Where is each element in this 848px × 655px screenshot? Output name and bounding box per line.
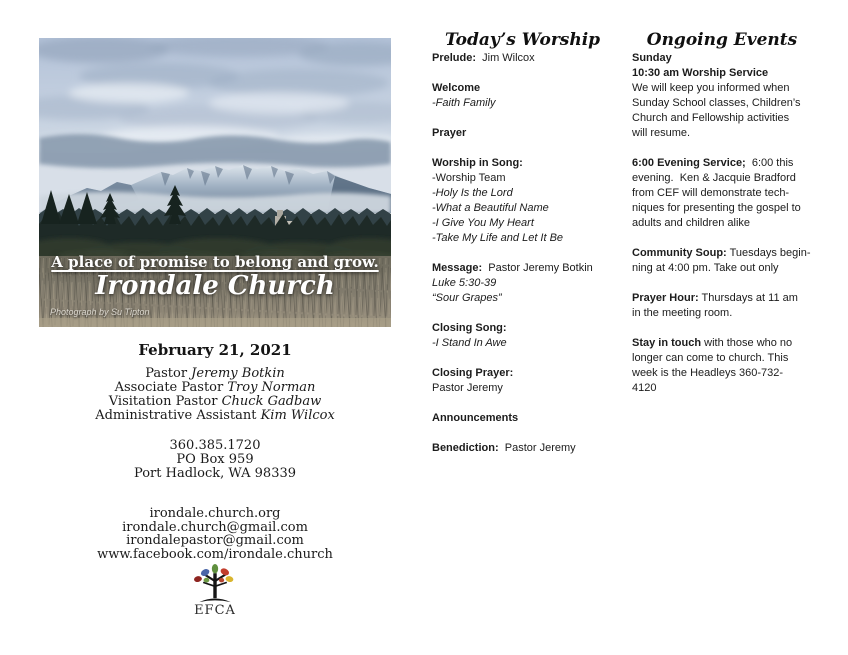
text-line: Luke 5:30-39 [432,277,497,289]
events-heading: Ongoing Events [646,30,798,50]
text-line: Pastor Jeremy [432,382,503,394]
blank-line [432,351,593,366]
text-line: Closing Prayer: [432,367,514,379]
text-line: Administrative Assistant Kim Wilcox [95,408,335,423]
text-line: -Worship Team [432,172,506,184]
text-line: irondale.church.org [149,506,281,521]
text-line: 4120 [632,382,657,394]
text-line: Worship in Song: [432,157,523,169]
text-line: We will keep you informed when [632,82,790,94]
text-line: week is the Headleys 360-732- [632,367,784,379]
text-line: PO Box 959 [176,452,254,467]
blank-line [432,111,593,126]
efca-label: EFCA [194,603,236,618]
text-line: longer can come to church. This [632,352,789,364]
worship-order-list [432,51,593,456]
text-line: ning at 4:00 pm. Take out only [632,262,779,274]
text-line: Message: Pastor Jeremy Botkin [432,262,593,274]
text-line: Sunday School classes, Children’s [632,97,801,109]
text-line: www.facebook.com/irondale.church [97,546,333,562]
text-line: Sunday [632,52,672,64]
links-block [39,507,391,561]
text-line: evening. Ken & Jacquie Bradford [632,172,796,184]
text-line: 10:30 am Worship Service [632,67,769,79]
text-line: Prayer Hour: Thursdays at 11 am [632,292,798,304]
text-line: irondalepastor@gmail.com [126,533,304,548]
photo-credit: Photograph by Su Tipton [50,307,150,317]
text-line: -Take My Life and Let It Be [432,232,564,244]
text-line: -I Stand In Awe [432,337,507,349]
events-list [632,51,811,396]
blank-line [432,141,593,156]
text-line: Stay in touch with those who no [632,337,793,349]
text-line: Community Soup: Tuesdays begin- [632,247,811,259]
church-name-title: Irondale Church [95,271,335,301]
text-line: Prayer [432,127,467,139]
text-line: irondale.church@gmail.com [122,519,308,535]
text-line: -Holy Is the Lord [432,187,513,199]
text-line: Visitation Pastor Chuck Gadbaw [108,394,322,409]
bulletin-date: February 21, 2021 [138,341,292,359]
text-line: 6:00 Evening Service; 6:00 this [632,157,794,169]
blank-line [432,306,593,321]
text-line: -Faith Family [432,97,496,109]
text-line: Prelude: Jim Wilcox [432,52,535,64]
text-line: Closing Song: [432,322,507,334]
text-line: Church and Fellowship activities [632,112,790,124]
text-line: Port Hadlock, WA 98339 [133,466,297,481]
text-line: will resume. [632,127,691,139]
blank-line [432,426,593,441]
text-line: Announcements [432,412,519,424]
worship-heading: Today’s Worship [444,30,601,50]
text-line: niques for presenting the gospel to [632,202,801,214]
cover-tagline: A place of promise to belong and grow. [51,253,379,271]
blank-line [432,246,593,261]
text-line: -What a Beautiful Name [432,202,549,214]
blank-line [632,276,811,291]
contact-block [39,439,391,481]
text-line: Welcome [432,82,481,94]
blank-line [632,231,811,246]
blank-line [632,321,811,336]
text-line: in the meeting room. [632,307,733,319]
text-line: 360.385.1720 [169,438,261,453]
text-line: adults and children alike [632,217,751,229]
staff-list [39,367,391,423]
blank-line [432,396,593,411]
text-line: Pastor Jeremy Botkin [145,366,285,381]
text-line: -I Give You My Heart [432,217,534,229]
blank-line [432,66,593,81]
text-line: “Sour Grapes” [432,292,502,304]
efca-tree-icon [186,564,244,606]
efca-logo [186,564,244,606]
text-line: Benediction: Pastor Jeremy [432,442,576,454]
blank-line [632,141,811,156]
text-line: Associate Pastor Troy Norman [114,380,316,395]
text-line: from CEF will demonstrate tech- [632,187,790,199]
